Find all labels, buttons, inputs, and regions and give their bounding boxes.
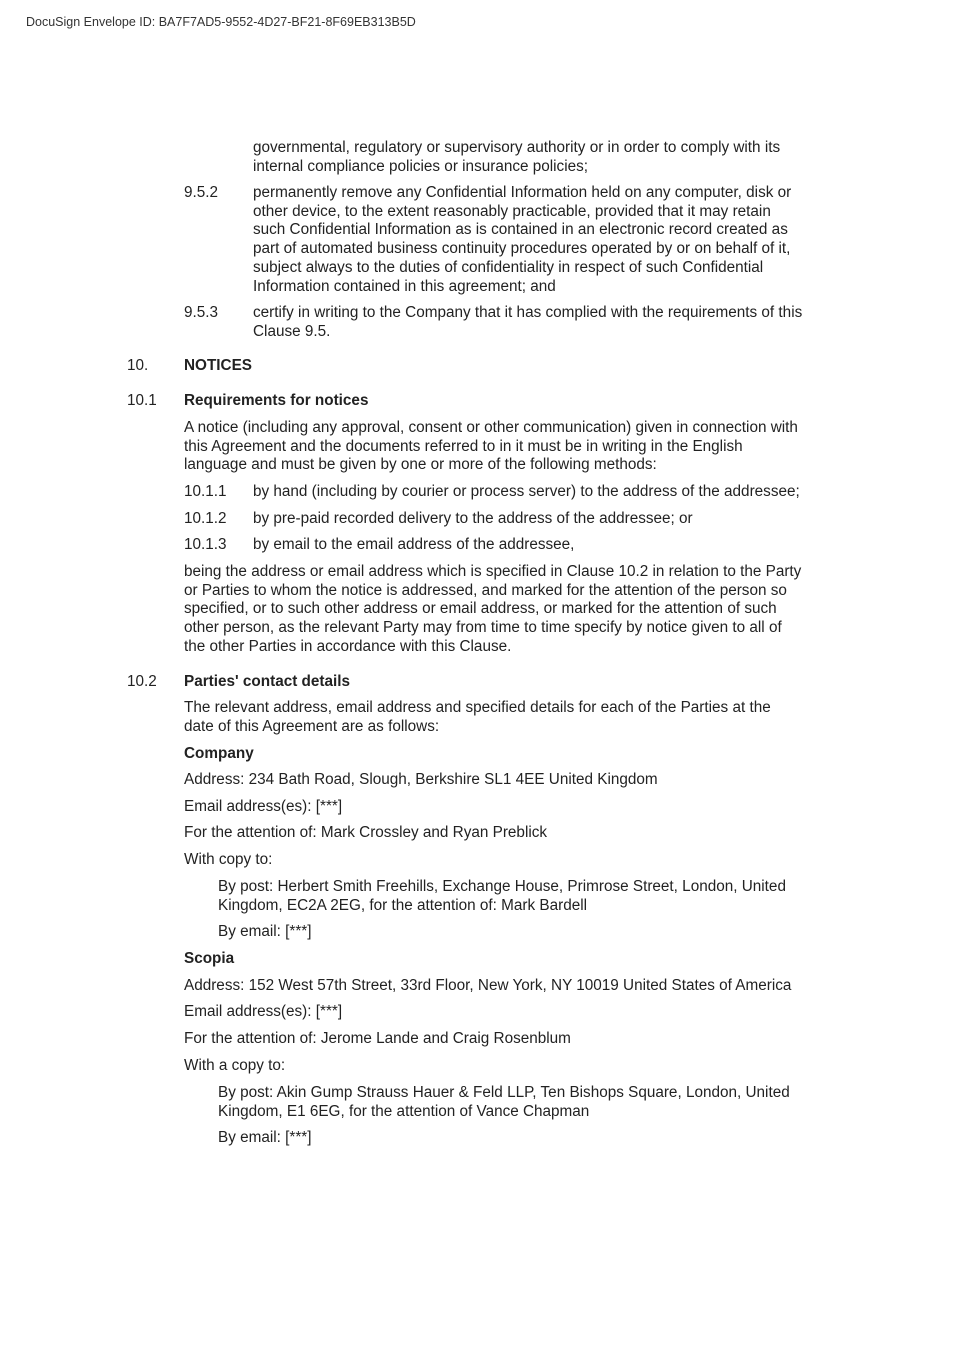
clause-number: 9.5.2 bbox=[184, 184, 219, 201]
company-copy-email: By email: [***] bbox=[218, 923, 312, 940]
subheading-contact-details: Parties' contact details bbox=[184, 673, 351, 690]
company-copy-post bbox=[218, 878, 786, 915]
clause-number: 9.5.3 bbox=[184, 304, 219, 321]
text-line: The relevant address, email address and specified details for each of the Parties at the bbox=[184, 699, 771, 716]
text-line: By post: Akin Gump Strauss Hauer & Feld LLP, Ten Bishops Square, London, United bbox=[218, 1084, 790, 1101]
clause-9-5-3-text bbox=[253, 304, 802, 341]
subheading-requirements: Requirements for notices bbox=[184, 392, 369, 409]
clause-number: 10.1.3 bbox=[184, 536, 227, 553]
text-line: being the address or email address which is specified in Clause 10.2 in relation to the Party bbox=[184, 563, 802, 580]
text-line: subject always to the duties of confidentiality in respect of such Confidential bbox=[253, 258, 764, 276]
company-copy-label: With copy to: bbox=[184, 851, 273, 868]
text-line: specified, or to such other address or email address, or marked for the attention of such bbox=[184, 600, 777, 618]
party-name-scopia: Scopia bbox=[184, 950, 235, 967]
scopia-copy-label: With a copy to: bbox=[184, 1057, 286, 1074]
text-line: date of this Agreement are as follows: bbox=[184, 717, 440, 735]
company-email: Email address(es): [***] bbox=[184, 798, 343, 815]
envelope-id: DocuSign Envelope ID: BA7F7AD5-9552-4D27-BF21-8F69EB313B5D bbox=[26, 15, 416, 29]
text-line: By post: Herbert Smith Freehills, Exchange House, Primrose Street, London, United bbox=[218, 878, 786, 895]
text-line: this Agreement and the documents referred to in it must be in writing in the English bbox=[184, 437, 743, 455]
text-line: permanently remove any Confidential Information held on any computer, disk or bbox=[253, 184, 792, 201]
section-heading-notices: NOTICES bbox=[184, 357, 252, 374]
clause-10-1-intro bbox=[184, 419, 798, 475]
scopia-attention: For the attention of: Jerome Lande and Craig Rosenblum bbox=[184, 1030, 571, 1047]
text-line: internal compliance policies or insurance policies; bbox=[253, 157, 589, 175]
clause-number: 10.1 bbox=[127, 392, 157, 409]
text-line: Information contained in this agreement; and bbox=[253, 277, 556, 295]
text-line: language and must be given by one or more of the following methods: bbox=[184, 456, 657, 474]
clause-number: 10.1.2 bbox=[184, 510, 227, 527]
text-line: the other Parties in accordance with this Clause. bbox=[184, 637, 512, 655]
text-line: Clause 9.5. bbox=[253, 322, 331, 340]
clause-number: 10.2 bbox=[127, 673, 157, 690]
text-line: part of automated business continuity procedures operated by or on behalf of it, bbox=[253, 240, 791, 258]
text-line: certify in writing to the Company that it has complied with the requirements of this bbox=[253, 304, 803, 321]
text-line: such Confidential Information as is contained in an electronic record created as bbox=[253, 221, 788, 239]
clause-9-5-2-text bbox=[253, 184, 791, 296]
list-item: by hand (including by courier or process server) to the address of the addressee; bbox=[253, 483, 800, 500]
scopia-copy-email: By email: [***] bbox=[218, 1129, 312, 1146]
clause-10-2-intro bbox=[184, 699, 771, 736]
text-line: governmental, regulatory or supervisory authority or in order to comply with its bbox=[253, 139, 781, 156]
clause-number: 10. bbox=[127, 357, 149, 374]
list-item: by pre-paid recorded delivery to the address of the addressee; or bbox=[253, 510, 693, 527]
clause-number: 10.1.1 bbox=[184, 483, 227, 500]
text-line: or Parties to whom the notice is addressed, and marked for the attention of the person so bbox=[184, 581, 787, 599]
list-item: by email to the email address of the addressee, bbox=[253, 536, 575, 553]
text-line: A notice (including any approval, consent or other communication) given in connection with bbox=[184, 419, 798, 436]
scopia-copy-post bbox=[218, 1084, 790, 1121]
text-line: Kingdom, E1 6EG, for the attention of Vance Chapman bbox=[218, 1102, 590, 1120]
scopia-email: Email address(es): [***] bbox=[184, 1003, 343, 1020]
scopia-address: Address: 152 West 57th Street, 33rd Floor, New York, NY 10019 United States of America bbox=[184, 977, 792, 994]
company-address: Address: 234 Bath Road, Slough, Berkshire SL1 4EE United Kingdom bbox=[184, 771, 658, 788]
text-line: Kingdom, EC2A 2EG, for the attention of: Mark Bardell bbox=[218, 896, 588, 914]
text-line: other device, to the extent reasonably practicable, provided that it may retain bbox=[253, 202, 771, 220]
company-attention: For the attention of: Mark Crossley and Ryan Preblick bbox=[184, 824, 548, 841]
text-line: other person, as the relevant Party may from time to time specify by notice given to all of bbox=[184, 619, 782, 637]
party-name-company: Company bbox=[184, 745, 254, 762]
clause-10-1-closing bbox=[184, 563, 801, 657]
clause-9-5-1-continuation bbox=[253, 139, 780, 176]
